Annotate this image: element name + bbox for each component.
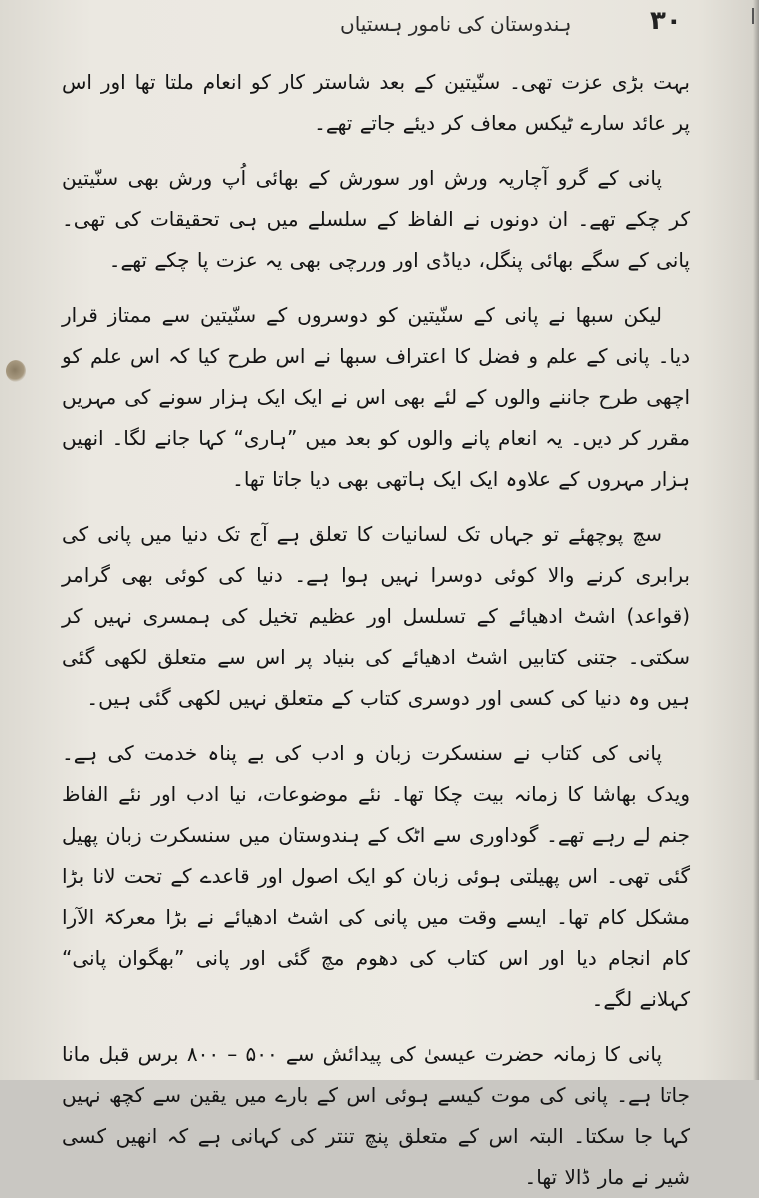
paragraph-3: لیکن سبھا نے پانی کے سنّیتین کو دوسروں کے سنّیتین سے ممتاز قرار دیا۔ پانی کے علم و فضل کا اعتراف سبھا نے اس طرح کیا کہ اس علم کو اچھی طرح جاننے والوں کے لئے بھی اس نے ایک ایک ہزار سونے کی مہریں مقرر کر دیں۔ یہ انعام پانے والوں کو بعد میں ”ہاری“ کہا جانے لگا۔ انھیں ہزار مہروں کے علاوہ ایک ایک ہاتھی بھی دیا جاتا تھا۔	[62, 303, 690, 491]
page-body	[62, 62, 690, 1189]
paragraph-1: بہت بڑی عزت تھی۔ سنّیتین کے بعد شاستر کار کو انعام ملتا تھا اور اس پر عائد سارے ٹیکس معاف کر دیئے جاتے تھے۔	[62, 70, 690, 135]
paragraph-5: پانی کی کتاب نے سنسکرت زبان و ادب کی بے پناہ خدمت کی ہے۔ ویدک بھاشا کا زمانہ بیت چکا تھا۔ نئے موضوعات، نیا ادب اور نئے الفاظ جنم لے رہے تھے۔ گوداوری سے اٹک کے ہندوستان میں سنسکرت زبان پھیل گئی تھی۔ اس پھیلتی ہوئی زبان کو ایک اصول اور قاعدے کے تحت لانا بڑا مشکل کام تھا۔ ایسے وقت میں پانی کی اشٹ ادھیائے نے بڑا معرکۃ الآرا کام انجام دیا اور اس کتاب کی دھوم مچ گئی اور پانی ”بھگوان پانی“ کہلانے لگے۔	[62, 741, 690, 1011]
running-title: ہندوستان کی نامور ہستیاں	[340, 12, 572, 36]
paragraph-4: سچ پوچھئے تو جہاں تک لسانیات کا تعلق ہے آج تک دنیا میں پانی کی برابری کرنے والا کوئی دوسرا نہیں ہوا ہے۔ دنیا کی کوئی بھی گرامر (قواعد) اشٹ ادھیائے کے تسلسل اور عظیم تخیل کی ہمسری نہیں کر سکتی۔ جتنی کتابیں اشٹ ادھیائے کی بنیاد پر اس سے متعلق لکھی گئی ہیں وہ دنیا کی کسی اور دوسری کتاب کے متعلق نہیں لکھی گئی ہیں۔	[62, 522, 690, 710]
page-header	[40, 6, 720, 46]
margin-mark	[752, 8, 754, 24]
page-number: ۳۰	[650, 6, 682, 36]
paper-stain	[6, 360, 26, 382]
paragraph-2: پانی کے گرو آچاریہ ورش اور سورش کے بھائی اُپ ورش بھی سنّیتین کر چکے تھے۔ ان دونوں نے الفاظ کے سلسلے میں ہی تحقیقات کی تھی۔ پانی کے سگے بھائی پنگل، دیاڈی اور وررچی بھی یہ عزت پا چکے تھے۔	[62, 166, 690, 272]
paragraph-6: پانی کا زمانہ حضرت عیسیٰ کی پیدائش سے ۵۰۰ – ۸۰۰ برس قبل مانا جاتا ہے۔ پانی کی موت کیسے ہوئی اس کے بارے میں یقین سے کچھ نہیں کہا جا سکتا۔ البتہ اس کے متعلق پنچ تنتر کی کہانی ہے کہ انھیں کسی شیر نے مار ڈالا تھا۔	[62, 1042, 690, 1189]
